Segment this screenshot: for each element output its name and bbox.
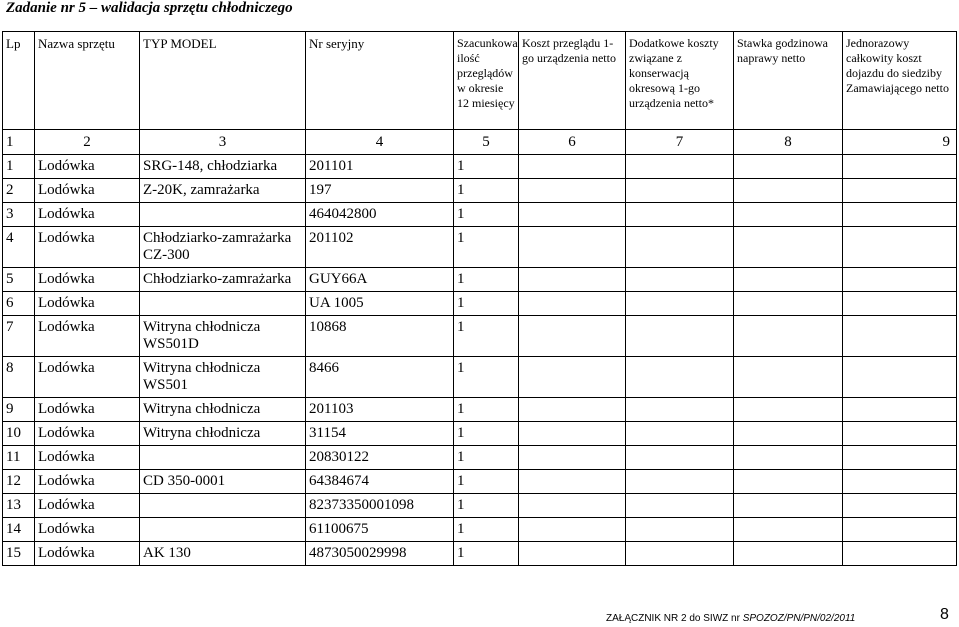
- cell-empty: [734, 398, 843, 422]
- cell-model: [140, 518, 306, 542]
- cell-model: SRG-148, chłodziarka: [140, 155, 306, 179]
- cell-empty: [734, 155, 843, 179]
- cell-qty: 1: [454, 292, 519, 316]
- cell-qty: 1: [454, 357, 519, 398]
- cell-name: Lodówka: [35, 203, 140, 227]
- table-row: [3, 227, 957, 268]
- cell-empty: [843, 155, 957, 179]
- cell-empty: [734, 542, 843, 566]
- cell-empty: [734, 227, 843, 268]
- cell-lp: 10: [3, 422, 35, 446]
- header-rate: Stawka godzinowa naprawy netto: [734, 32, 843, 130]
- header-lp: Lp: [3, 32, 35, 130]
- table-row: [3, 398, 957, 422]
- cell-empty: [734, 357, 843, 398]
- page-title: Zadanie nr 5 – walidacja sprzętu chłodniczego: [6, 0, 293, 16]
- cell-empty: [734, 203, 843, 227]
- header-name: Nazwa sprzętu: [35, 32, 140, 130]
- cell-serial: 61100675: [306, 518, 454, 542]
- cell-model: [140, 494, 306, 518]
- cell-name: Lodówka: [35, 357, 140, 398]
- cell-lp: 6: [3, 292, 35, 316]
- cell-model: [140, 203, 306, 227]
- cell-serial: GUY66A: [306, 268, 454, 292]
- cell-qty: 1: [454, 268, 519, 292]
- cell-qty: 1: [454, 179, 519, 203]
- cell-empty: [626, 422, 734, 446]
- cell-empty: [519, 470, 626, 494]
- cell-empty: [626, 357, 734, 398]
- cell-lp: 12: [3, 470, 35, 494]
- cell-empty: [626, 155, 734, 179]
- cell-empty: [626, 203, 734, 227]
- table-row: [3, 292, 957, 316]
- cell-name: Lodówka: [35, 179, 140, 203]
- cell-name: Lodówka: [35, 446, 140, 470]
- cell-empty: [843, 292, 957, 316]
- cell-qty: 1: [454, 316, 519, 357]
- cell-empty: [734, 268, 843, 292]
- cell-empty: [843, 203, 957, 227]
- cell-lp: 4: [3, 227, 35, 268]
- cell-name: Lodówka: [35, 542, 140, 566]
- cell-empty: [734, 422, 843, 446]
- cell-model: Witryna chłodnicza WS501: [140, 357, 306, 398]
- cell-lp: 5: [3, 268, 35, 292]
- cell-empty: [843, 422, 957, 446]
- cell-lp: 13: [3, 494, 35, 518]
- cell-name: Lodówka: [35, 422, 140, 446]
- cell-model: Chłodziarko-zamrażarka CZ-300: [140, 227, 306, 268]
- cell-model: Witryna chłodnicza: [140, 422, 306, 446]
- cell-empty: [626, 292, 734, 316]
- cell-lp: 11: [3, 446, 35, 470]
- cell-model: Witryna chłodnicza WS501D: [140, 316, 306, 357]
- cell-model: CD 350-0001: [140, 470, 306, 494]
- cell-empty: [843, 446, 957, 470]
- cell-qty: 1: [454, 422, 519, 446]
- cell-empty: [843, 542, 957, 566]
- cell-empty: [519, 155, 626, 179]
- table-row: [3, 155, 957, 179]
- table-row: [3, 494, 957, 518]
- cell-serial: 201102: [306, 227, 454, 268]
- cell-empty: [734, 446, 843, 470]
- cell-empty: [843, 470, 957, 494]
- col-number: 5: [454, 130, 519, 155]
- cell-empty: [519, 494, 626, 518]
- footer-text: ZAŁĄCZNIK NR 2 do SIWZ nr: [606, 613, 743, 624]
- column-number-row: [3, 130, 957, 155]
- cell-empty: [843, 268, 957, 292]
- footer-attachment: [606, 613, 855, 624]
- table-row: [3, 179, 957, 203]
- cell-empty: [519, 446, 626, 470]
- cell-empty: [519, 227, 626, 268]
- cell-empty: [519, 398, 626, 422]
- cell-empty: [519, 357, 626, 398]
- cell-qty: 1: [454, 398, 519, 422]
- cell-lp: 2: [3, 179, 35, 203]
- col-number: 4: [306, 130, 454, 155]
- cell-name: Lodówka: [35, 268, 140, 292]
- cell-empty: [843, 179, 957, 203]
- cell-empty: [519, 518, 626, 542]
- cell-empty: [843, 227, 957, 268]
- cell-empty: [626, 268, 734, 292]
- cell-empty: [626, 542, 734, 566]
- cell-serial: UA 1005: [306, 292, 454, 316]
- cell-model: Z-20K, zamrażarka: [140, 179, 306, 203]
- cell-empty: [519, 203, 626, 227]
- table-row: [3, 470, 957, 494]
- cell-empty: [734, 292, 843, 316]
- cell-empty: [519, 542, 626, 566]
- cell-serial: 464042800: [306, 203, 454, 227]
- col-number: 2: [35, 130, 140, 155]
- cell-name: Lodówka: [35, 155, 140, 179]
- header-extra: Dodatkowe koszty związane z konserwacją okresową 1-go urządzenia netto*: [626, 32, 734, 130]
- cell-qty: 1: [454, 518, 519, 542]
- cell-model: [140, 292, 306, 316]
- table-row: [3, 203, 957, 227]
- col-number: 3: [140, 130, 306, 155]
- cell-qty: 1: [454, 203, 519, 227]
- cell-qty: 1: [454, 470, 519, 494]
- cell-empty: [843, 357, 957, 398]
- page-number: 8: [940, 606, 949, 623]
- cell-name: Lodówka: [35, 227, 140, 268]
- cell-model: [140, 446, 306, 470]
- cell-empty: [626, 316, 734, 357]
- col-number: 9: [843, 130, 957, 155]
- cell-name: Lodówka: [35, 494, 140, 518]
- equipment-table: [2, 31, 957, 566]
- cell-empty: [843, 398, 957, 422]
- cell-empty: [734, 316, 843, 357]
- cell-model: AK 130: [140, 542, 306, 566]
- cell-empty: [843, 316, 957, 357]
- cell-serial: 31154: [306, 422, 454, 446]
- cell-name: Lodówka: [35, 470, 140, 494]
- table-row: [3, 422, 957, 446]
- cell-empty: [734, 179, 843, 203]
- cell-lp: 9: [3, 398, 35, 422]
- cell-lp: 3: [3, 203, 35, 227]
- cell-serial: 64384674: [306, 470, 454, 494]
- cell-serial: 10868: [306, 316, 454, 357]
- cell-lp: 1: [3, 155, 35, 179]
- cell-serial: 4873050029998: [306, 542, 454, 566]
- header-cost: Koszt przeglądu 1-go urządzenia netto: [519, 32, 626, 130]
- cell-qty: 1: [454, 155, 519, 179]
- cell-lp: 7: [3, 316, 35, 357]
- table-row: [3, 357, 957, 398]
- header-serial: Nr seryjny: [306, 32, 454, 130]
- cell-serial: 201101: [306, 155, 454, 179]
- cell-empty: [843, 518, 957, 542]
- cell-serial: 20830122: [306, 446, 454, 470]
- cell-qty: 1: [454, 227, 519, 268]
- col-number: 8: [734, 130, 843, 155]
- header-travel: Jednorazowy całkowity koszt dojazdu do siedziby Zamawiającego netto: [843, 32, 957, 130]
- cell-empty: [734, 494, 843, 518]
- cell-empty: [843, 494, 957, 518]
- cell-empty: [626, 179, 734, 203]
- col-number: 6: [519, 130, 626, 155]
- cell-empty: [519, 179, 626, 203]
- cell-name: Lodówka: [35, 518, 140, 542]
- cell-empty: [626, 470, 734, 494]
- cell-lp: 8: [3, 357, 35, 398]
- cell-lp: 15: [3, 542, 35, 566]
- cell-empty: [519, 268, 626, 292]
- footer-ref: SPOZOZ/PN/PN/02/2011: [742, 613, 856, 624]
- cell-empty: [734, 470, 843, 494]
- cell-qty: 1: [454, 494, 519, 518]
- cell-serial: 201103: [306, 398, 454, 422]
- cell-qty: 1: [454, 542, 519, 566]
- cell-empty: [626, 446, 734, 470]
- cell-empty: [519, 316, 626, 357]
- col-number: 1: [3, 130, 35, 155]
- cell-lp: 14: [3, 518, 35, 542]
- cell-name: Lodówka: [35, 316, 140, 357]
- cell-empty: [519, 292, 626, 316]
- cell-model: Chłodziarko-zamrażarka: [140, 268, 306, 292]
- table-row: [3, 518, 957, 542]
- cell-empty: [626, 227, 734, 268]
- cell-name: Lodówka: [35, 292, 140, 316]
- cell-model: Witryna chłodnicza: [140, 398, 306, 422]
- cell-empty: [734, 518, 843, 542]
- col-number: 7: [626, 130, 734, 155]
- cell-serial: 82373350001098: [306, 494, 454, 518]
- cell-empty: [519, 422, 626, 446]
- cell-serial: 197: [306, 179, 454, 203]
- table-row: [3, 446, 957, 470]
- table-row: [3, 268, 957, 292]
- header-qty: Szacunkowa ilość przeglądów w okresie 12 miesięcy: [454, 32, 519, 130]
- cell-qty: 1: [454, 446, 519, 470]
- cell-serial: 8466: [306, 357, 454, 398]
- cell-empty: [626, 494, 734, 518]
- header-model: TYP MODEL: [140, 32, 306, 130]
- cell-name: Lodówka: [35, 398, 140, 422]
- cell-empty: [626, 398, 734, 422]
- table-row: [3, 316, 957, 357]
- cell-empty: [626, 518, 734, 542]
- table-row: [3, 542, 957, 566]
